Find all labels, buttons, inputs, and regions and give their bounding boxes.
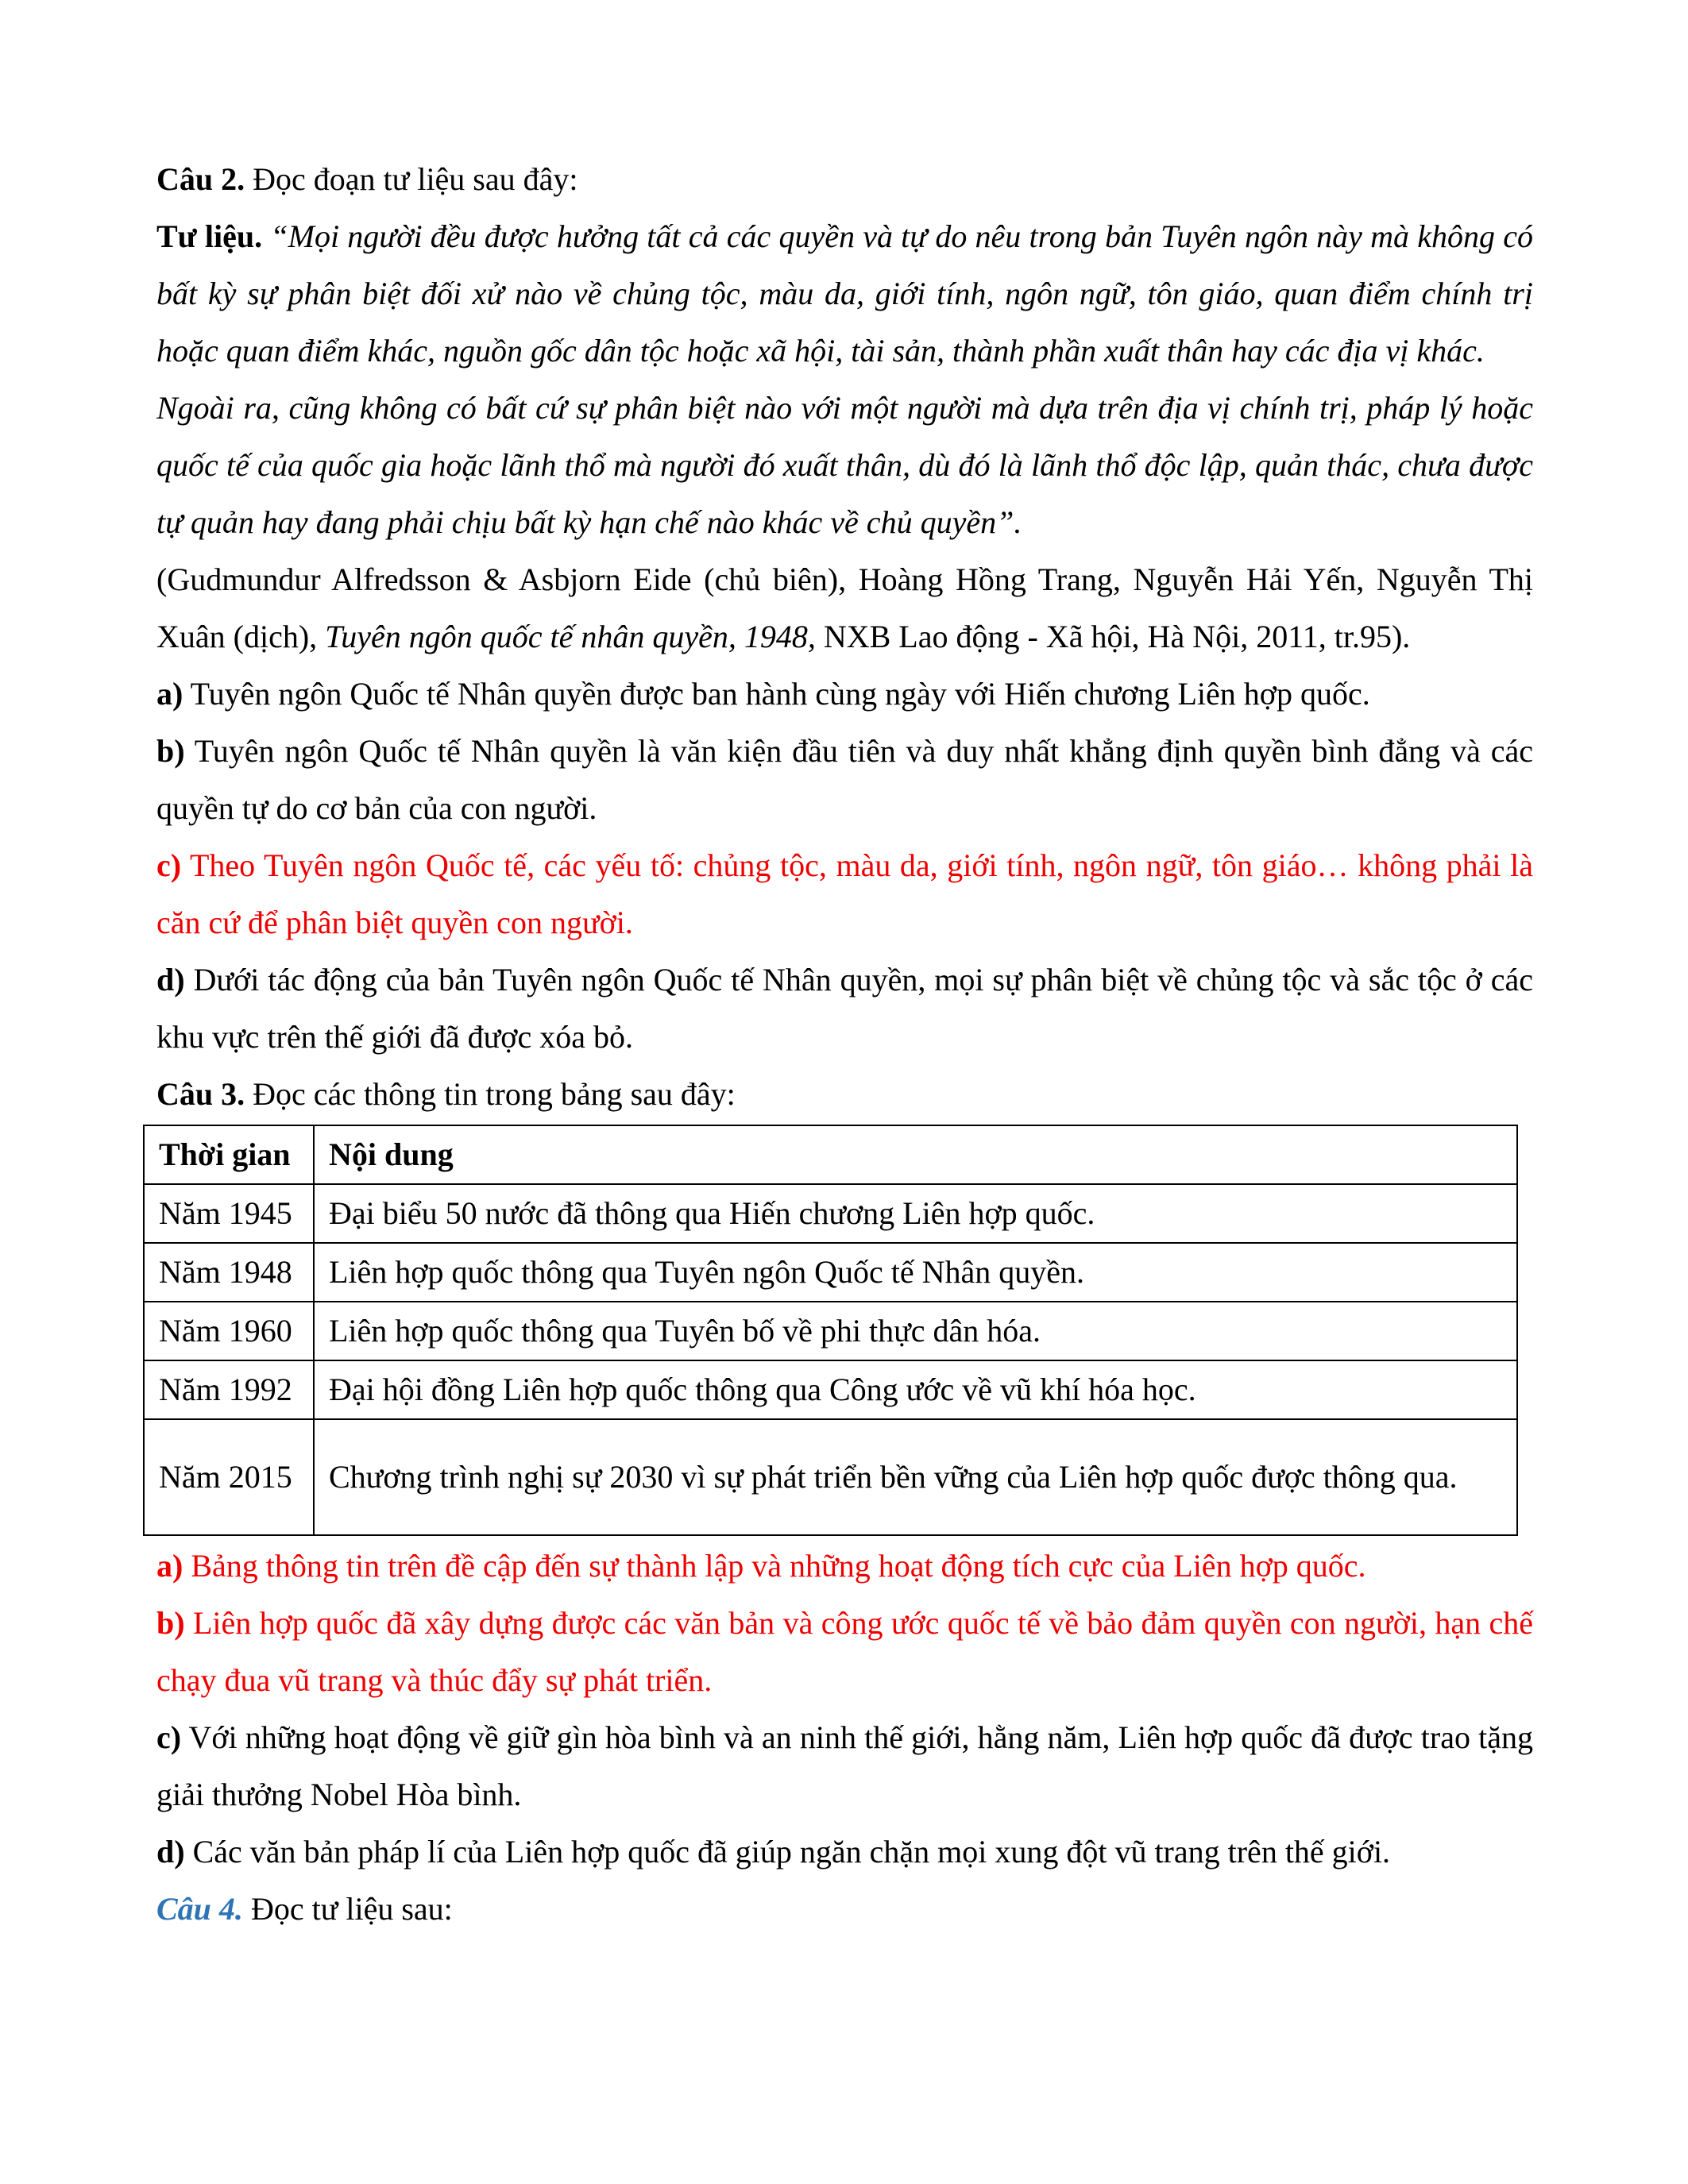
option-text: Với những hoạt động về giữ gìn hòa bình và an ninh thế giới, hằng năm, Liên hợp quốc đã được trao tặng giải thưởng Nobel Hòa bình. [156,1719,1533,1812]
option-key: d) [156,962,185,997]
q4-heading [156,1881,1533,1938]
citation-authors: (Gudmundur Alfredsson & Asbjorn Eide (chủ biên), Hoàng Hồng Trang, Nguyễn Hải Yến, Nguyễn Thị Xuân (dịch), [156,561,1533,654]
option-text: Theo Tuyên ngôn Quốc tế, các yếu tố: chủng tộc, màu da, giới tính, ngôn ngữ, tôn giáo… không phải là căn cứ để phân biệt quyền con người. [156,847,1533,940]
q2-heading [156,151,1533,208]
q4-label: Câu 4. [156,1891,243,1927]
q2-option-b [156,723,1533,837]
q2-option-a [156,666,1533,723]
table-header-cell: Thời gian [144,1125,314,1184]
option-key: b) [156,733,185,769]
table-cell-year: Năm 2015 [144,1419,314,1535]
table-cell-year: Năm 1992 [144,1360,314,1419]
q2-option-c [156,837,1533,951]
option-key: a) [156,676,183,712]
q2-option-d [156,951,1533,1066]
table-header-cell: Nội dung [314,1125,1517,1184]
option-key: c) [156,847,182,883]
q2-source-quote-2 [156,380,1533,551]
q3-timeline-table [143,1125,1518,1536]
citation-title: Tuyên ngôn quốc tế nhân quyền, 1948, [325,619,816,654]
citation-publisher: NXB Lao động - Xã hội, Hà Nội, 2011, tr.95). [815,619,1411,654]
q2-citation [156,551,1533,666]
option-text: Dưới tác động của bản Tuyên ngôn Quốc tế Nhân quyền, mọi sự phân biệt về chủng tộc và sắc tộc ở các khu vực trên thế giới đã được xóa bỏ. [156,962,1533,1055]
q3-option-d [156,1823,1533,1881]
q3-option-a [156,1538,1533,1595]
q4-prompt: Đọc tư liệu sau: [242,1891,453,1927]
option-key: a) [156,1548,183,1584]
table-cell-year: Năm 1945 [144,1184,314,1243]
q3-heading [156,1066,1533,1123]
table-cell-content: Đại biểu 50 nước đã thông qua Hiến chương Liên hợp quốc. [314,1184,1517,1243]
q2-label: Câu 2. [156,161,245,197]
option-text: Liên hợp quốc đã xây dựng được các văn bản và công ước quốc tế về bảo đảm quyền con người, hạn chế chạy đua vũ trang và thúc đẩy sự phát triển. [156,1605,1533,1698]
option-key: d) [156,1834,185,1870]
table-row [144,1302,1517,1360]
option-key: c) [156,1719,182,1755]
table-row [144,1243,1517,1302]
table-cell-year: Năm 1960 [144,1302,314,1360]
q3-option-b [156,1595,1533,1709]
document-page [156,151,1533,1938]
table-row [144,1184,1517,1243]
q2-quote-text-2: Ngoài ra, cũng không có bất cứ sự phân biệt nào với một người mà dựa trên địa vị chính trị, pháp lý hoặc quốc tế của quốc gia hoặc lãnh thổ mà người đó xuất thân, dù đó là lãnh thổ độc lập, quản thác, chưa được tự quản hay đang phải chịu bất kỳ hạn chế nào khác về chủ quyền”. [156,390,1533,540]
table-cell-content: Đại hội đồng Liên hợp quốc thông qua Công ước về vũ khí hóa học. [314,1360,1517,1419]
table-row [144,1360,1517,1419]
option-text: Các văn bản pháp lí của Liên hợp quốc đã giúp ngăn chặn mọi xung đột vũ trang trên thế giới. [184,1834,1391,1870]
q2-source-quote-1 [156,208,1533,380]
table-cell-content: Chương trình nghị sự 2030 vì sự phát triển bền vững của Liên hợp quốc được thông qua. [314,1419,1517,1535]
table-cell-content: Liên hợp quốc thông qua Tuyên bố về phi thực dân hóa. [314,1302,1517,1360]
q3-prompt: Đọc các thông tin trong bảng sau đây: [253,1076,736,1112]
q2-source-label: Tư liệu. [156,218,263,254]
option-text: Tuyên ngôn Quốc tế Nhân quyền là văn kiện đầu tiên và duy nhất khẳng định quyền bình đẳng và các quyền tự do cơ bản của con người. [156,733,1533,826]
table-row [144,1419,1517,1535]
option-key: b) [156,1605,185,1641]
option-text: Bảng thông tin trên đề cập đến sự thành lập và những hoạt động tích cực của Liên hợp quốc. [183,1548,1366,1584]
q3-option-c [156,1709,1533,1823]
table-cell-year: Năm 1948 [144,1243,314,1302]
q2-quote-text-1: “Mọi người đều được hưởng tất cả các quyền và tự do nêu trong bản Tuyên ngôn này mà không có bất kỳ sự phân biệt đối xử nào về chủng tộc, màu da, giới tính, ngôn ngữ, tôn giáo, quan điểm chính trị hoặc quan điểm khác, nguồn gốc dân tộc hoặc xã hội, tài sản, thành phần xuất thân hay các địa vị khác. [156,218,1533,369]
q2-prompt: Đọc đoạn tư liệu sau đây: [253,161,578,197]
option-text: Tuyên ngôn Quốc tế Nhân quyền được ban hành cùng ngày với Hiến chương Liên hợp quốc. [183,676,1370,712]
table-header-row [144,1125,1517,1184]
table-cell-content: Liên hợp quốc thông qua Tuyên ngôn Quốc tế Nhân quyền. [314,1243,1517,1302]
q3-label: Câu 3. [156,1076,245,1112]
